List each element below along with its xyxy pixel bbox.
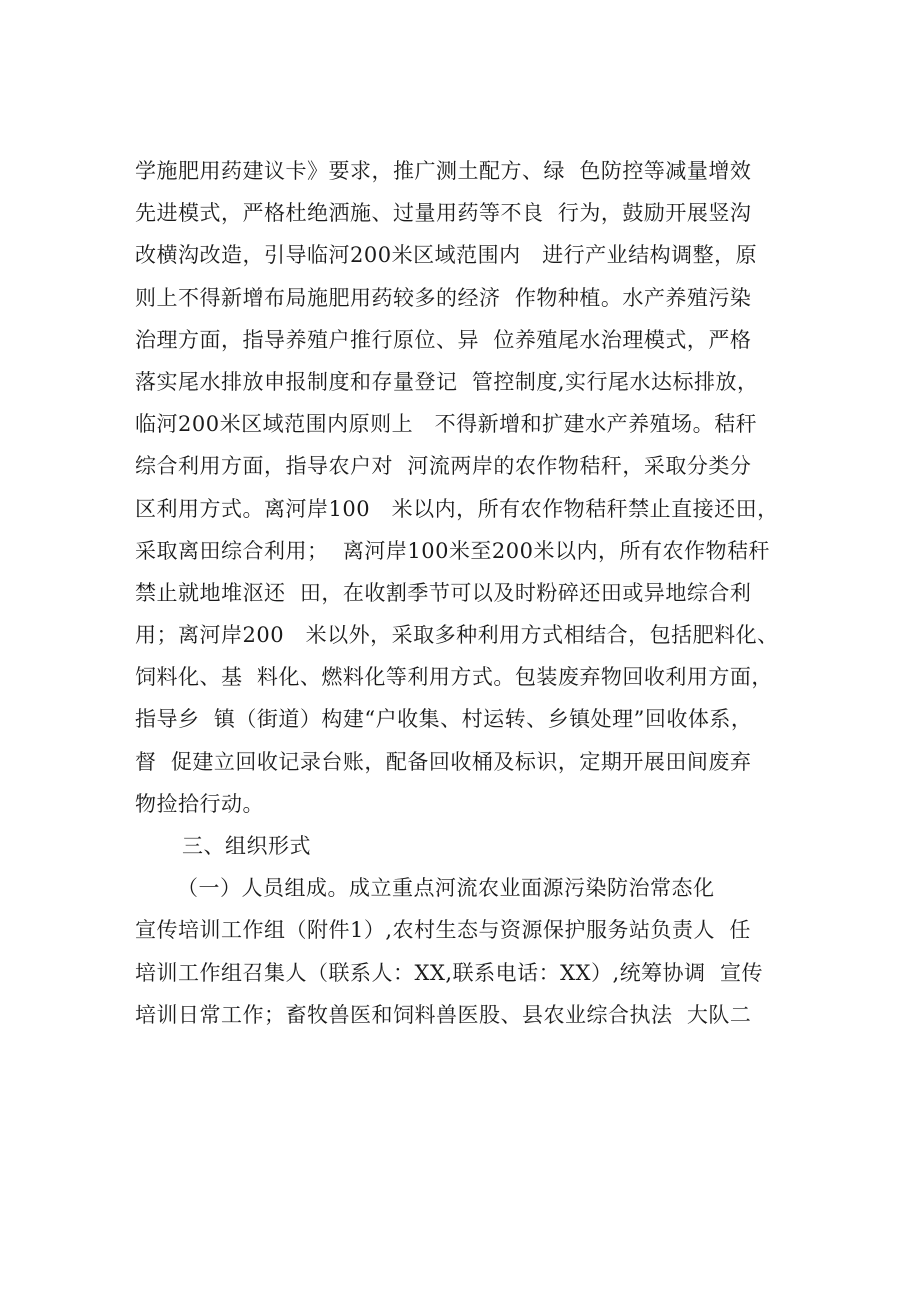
body-line: 治理方面，指导养殖户推行原位、异 位养殖尾水治理模式，严格 (135, 327, 752, 352)
body-line: 先进模式，严格杜绝洒施、过量用药等不良 行为，鼓励开展竖沟 (135, 201, 752, 226)
paragraph-line: 培训日常工作；畜牧兽医和饲料兽医股、县农业综合执法 大队二 (135, 1002, 752, 1027)
body-line: 采取离田综合利用； 离河岸100米至200米以内，所有农作物秸秆 (135, 538, 771, 563)
paragraph-line: 宣传培训工作组（附件1）,农村生态与资源保护服务站负责人 任 (135, 918, 751, 943)
body-line: 督 促建立回收记录台账，配备回收桶及标识，定期开展田间废弃 (135, 749, 752, 774)
body-line: 则上不得新增布局施肥用药较多的经济 作物种植。水产养殖污染 (135, 285, 752, 310)
body-line: 学施肥用药建议卡》要求，推广测土配方、绿 色防控等减量增效 (135, 159, 752, 183)
body-line: 物捡拾行动。 (135, 791, 264, 816)
body-line: 禁止就地堆沤还 田，在收割季节可以及时粉碎还田或异地综合利 (135, 580, 752, 605)
paragraph-line: 培训工作组召集人（联系人：XX,联系电话：XX）,统筹协调 宣传 (135, 960, 763, 985)
body-line: 落实尾水排放申报制度和存量登记 管控制度,实行尾水达标排放， (135, 369, 759, 394)
body-line: 区利用方式。离河岸100 米以内，所有农作物秸秆禁止直接还田， (135, 496, 779, 521)
document-body (135, 150, 795, 1036)
body-line: 饲料化、基 料化、燃料化等利用方式。包装废弃物回收利用方面， (135, 665, 773, 690)
body-line: 改横沟改造，引导临河200米区域范围内 进行产业结构调整，原 (135, 243, 758, 268)
body-line: 用；离河岸200 米以外，采取多种利用方式相结合，包括肥料化、 (135, 623, 779, 648)
body-line: 指导乡 镇（街道）构建“户收集、村运转、乡镇处理”回收体系， (135, 707, 753, 732)
section-heading: 三、组织形式 (182, 834, 311, 858)
paragraph-first-line: （一）人员组成。成立重点河流农业面源污染防治常态化 (177, 876, 715, 901)
body-line: 综合利用方面，指导农户对 河流两岸的农作物秸秆，采取分类分 (135, 454, 752, 479)
body-line: 临河200米区域范围内原则上 不得新增和扩建水产养殖场。秸秆 (135, 412, 758, 437)
